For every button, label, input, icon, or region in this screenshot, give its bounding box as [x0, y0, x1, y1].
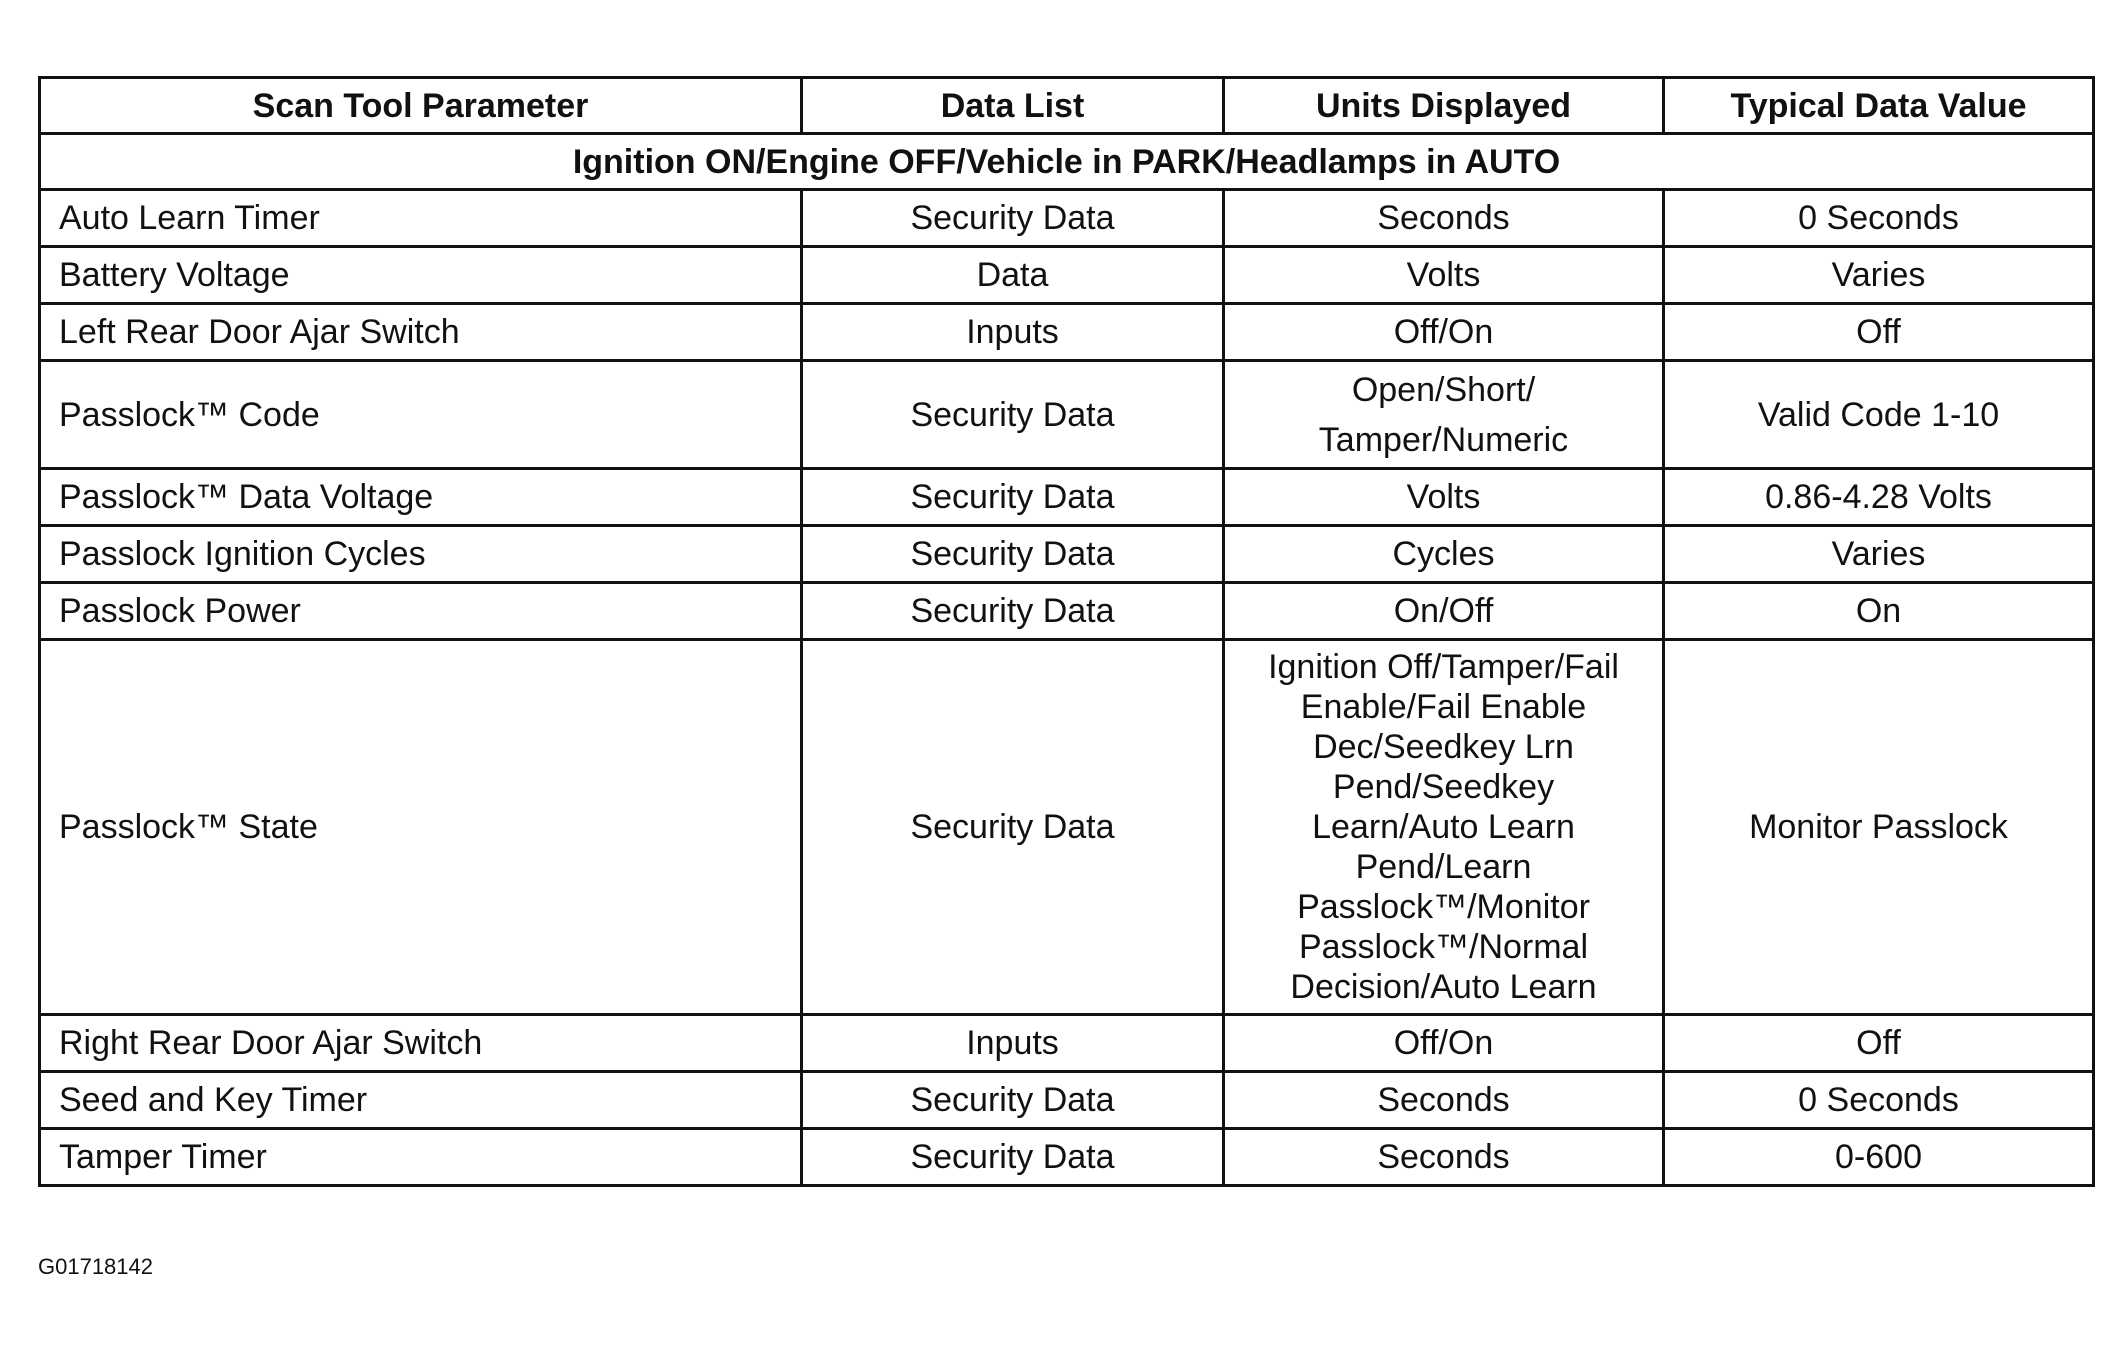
table-row — [40, 361, 2094, 469]
cell-parameter: Battery Voltage — [40, 247, 802, 304]
cell-units: Volts — [1224, 247, 1664, 304]
cell-units: Seconds — [1224, 1072, 1664, 1129]
cell-typical-value: Varies — [1664, 247, 2094, 304]
cell-typical-value: 0 Seconds — [1664, 190, 2094, 247]
cell-parameter: Passlock Ignition Cycles — [40, 526, 802, 583]
table-row — [40, 469, 2094, 526]
cell-typical-value: On — [1664, 583, 2094, 640]
section-condition: Ignition ON/Engine OFF/Vehicle in PARK/Headlamps in AUTO — [40, 134, 2094, 190]
cell-typical-value: 0.86-4.28 Volts — [1664, 469, 2094, 526]
header-scan-tool-parameter: Scan Tool Parameter — [40, 78, 802, 134]
scan-tool-data-table — [38, 76, 2095, 1187]
cell-typical-value: Valid Code 1-10 — [1664, 361, 2094, 469]
cell-units: Seconds — [1224, 1129, 1664, 1186]
cell-units-text: Open/Short/ Tamper/Numeric — [1318, 370, 1569, 459]
cell-parameter: Seed and Key Timer — [40, 1072, 802, 1129]
cell-data-list: Security Data — [802, 526, 1224, 583]
cell-units-text: Ignition Off/Tamper/Fail Enable/Fail Enable Dec/Seedkey Lrn Pend/Seedkey Learn/Auto Learn Pend/Learn Passlock™/Monitor Passlock™/Normal Decision/Auto Learn — [1268, 648, 1619, 1006]
cell-units: Off/On — [1224, 304, 1664, 361]
cell-data-list: Inputs — [802, 304, 1224, 361]
table-row — [40, 526, 2094, 583]
cell-data-list: Security Data — [802, 361, 1224, 469]
cell-typical-value: Varies — [1664, 526, 2094, 583]
table-row — [40, 583, 2094, 640]
header-row — [40, 78, 2094, 134]
cell-parameter: Left Rear Door Ajar Switch — [40, 304, 802, 361]
cell-units — [1224, 361, 1664, 469]
cell-data-list: Security Data — [802, 583, 1224, 640]
cell-data-list: Security Data — [802, 640, 1224, 1015]
cell-typical-value: Off — [1664, 1015, 2094, 1072]
cell-typical-value: 0 Seconds — [1664, 1072, 2094, 1129]
cell-units: Seconds — [1224, 190, 1664, 247]
table-row — [40, 640, 2094, 1015]
figure-id: G01718142 — [38, 1254, 153, 1279]
header-units-displayed: Units Displayed — [1224, 78, 1664, 134]
cell-parameter: Passlock Power — [40, 583, 802, 640]
cell-units: Off/On — [1224, 1015, 1664, 1072]
cell-data-list: Security Data — [802, 1129, 1224, 1186]
header-data-list: Data List — [802, 78, 1224, 134]
table-row — [40, 247, 2094, 304]
cell-data-list: Security Data — [802, 469, 1224, 526]
table-row — [40, 1129, 2094, 1186]
table-row — [40, 1015, 2094, 1072]
cell-parameter: Tamper Timer — [40, 1129, 802, 1186]
cell-data-list: Inputs — [802, 1015, 1224, 1072]
cell-parameter: Passlock™ Code — [40, 361, 802, 469]
section-row — [40, 134, 2094, 190]
document — [38, 76, 2092, 1187]
cell-parameter: Passlock™ Data Voltage — [40, 469, 802, 526]
cell-data-list: Security Data — [802, 190, 1224, 247]
cell-parameter: Auto Learn Timer — [40, 190, 802, 247]
cell-units — [1224, 640, 1664, 1015]
cell-data-list: Data — [802, 247, 1224, 304]
table-row — [40, 190, 2094, 247]
table-row — [40, 304, 2094, 361]
cell-typical-value: Off — [1664, 304, 2094, 361]
cell-typical-value: Monitor Passlock — [1664, 640, 2094, 1015]
header-typical-data-value: Typical Data Value — [1664, 78, 2094, 134]
cell-units: Cycles — [1224, 526, 1664, 583]
cell-units: Volts — [1224, 469, 1664, 526]
cell-units: On/Off — [1224, 583, 1664, 640]
cell-parameter: Passlock™ State — [40, 640, 802, 1015]
cell-typical-value: 0-600 — [1664, 1129, 2094, 1186]
table-row — [40, 1072, 2094, 1129]
cell-parameter: Right Rear Door Ajar Switch — [40, 1015, 802, 1072]
cell-data-list: Security Data — [802, 1072, 1224, 1129]
